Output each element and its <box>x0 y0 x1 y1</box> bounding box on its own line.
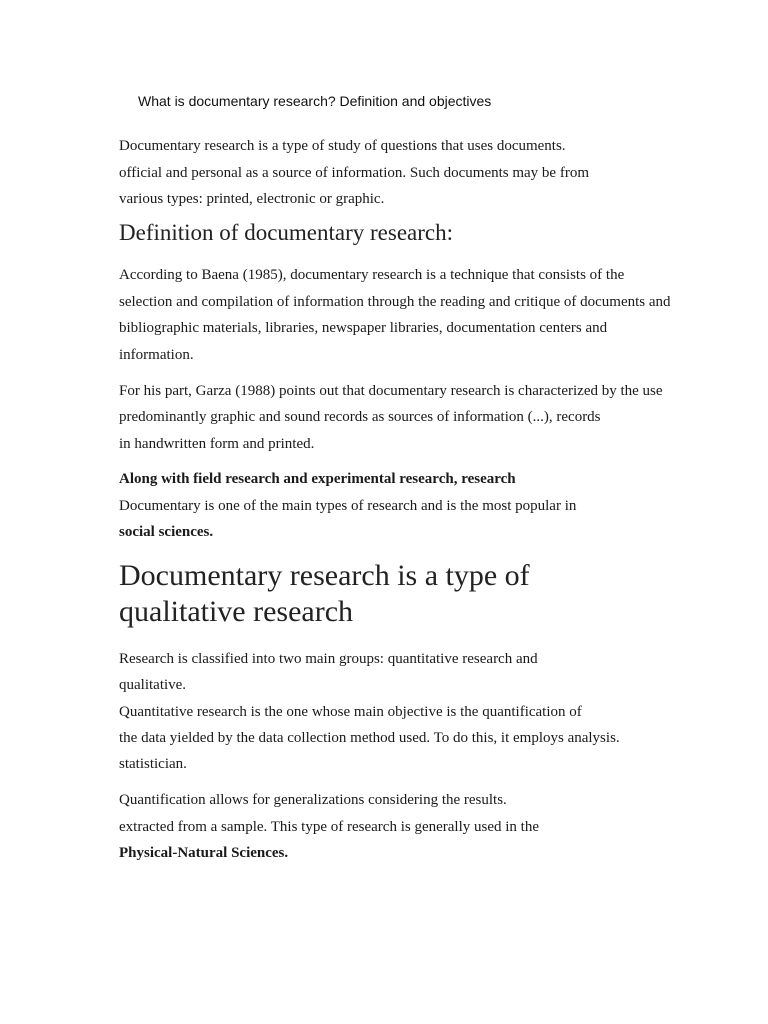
quantification-line-1: Quantification allows for generalizations considering the results. <box>119 792 507 808</box>
classification-line-3: Quantitative research is the one whose main objective is the quantification of <box>119 704 582 720</box>
popular-line-3: social sciences. <box>119 524 214 540</box>
baena-line-4: information. <box>119 347 194 363</box>
baena-line-1: According to Baena (1985), documentary research is a technique that consists of the <box>119 267 625 283</box>
garza-line-2: predominantly graphic and sound records as sources of information (...), records <box>119 409 601 425</box>
intro-line-2: official and personal as a source of information. Such documents may be from <box>119 165 590 181</box>
garza-line-3: in handwritten form and printed. <box>119 436 315 452</box>
popular-line-1: Along with field research and experimental research, research <box>119 471 516 487</box>
classification-line-5: statistician. <box>119 756 187 772</box>
quantification-line-2: extracted from a sample. This type of research is generally used in the <box>119 819 539 835</box>
classification-line-4: the data yielded by the data collection method used. To do this, it employs analysis. <box>119 730 620 746</box>
baena-line-2: selection and compilation of information through the reading and critique of documents and <box>119 294 671 310</box>
quantification-line-3: Physical-Natural Sciences. <box>119 845 289 861</box>
popular-line-2: Documentary is one of the main types of research and is the most popular in <box>119 498 577 514</box>
classification-line-2: qualitative. <box>119 677 187 693</box>
definition-heading: Definition of documentary research: <box>119 220 454 245</box>
document-title: What is documentary research? Definition and objectives <box>138 93 492 109</box>
baena-line-3: bibliographic materials, libraries, newspaper libraries, documentation centers and <box>119 320 608 336</box>
qualitative-heading-line-2: qualitative research <box>119 595 354 628</box>
garza-line-1: For his part, Garza (1988) points out that documentary research is characterized by the use <box>119 383 663 399</box>
intro-line-3: various types: printed, electronic or graphic. <box>119 191 385 207</box>
classification-line-1: Research is classified into two main groups: quantitative research and <box>119 651 538 667</box>
qualitative-heading-line-1: Documentary research is a type of <box>119 559 530 592</box>
intro-line-1: Documentary research is a type of study of questions that uses documents. <box>119 138 566 154</box>
